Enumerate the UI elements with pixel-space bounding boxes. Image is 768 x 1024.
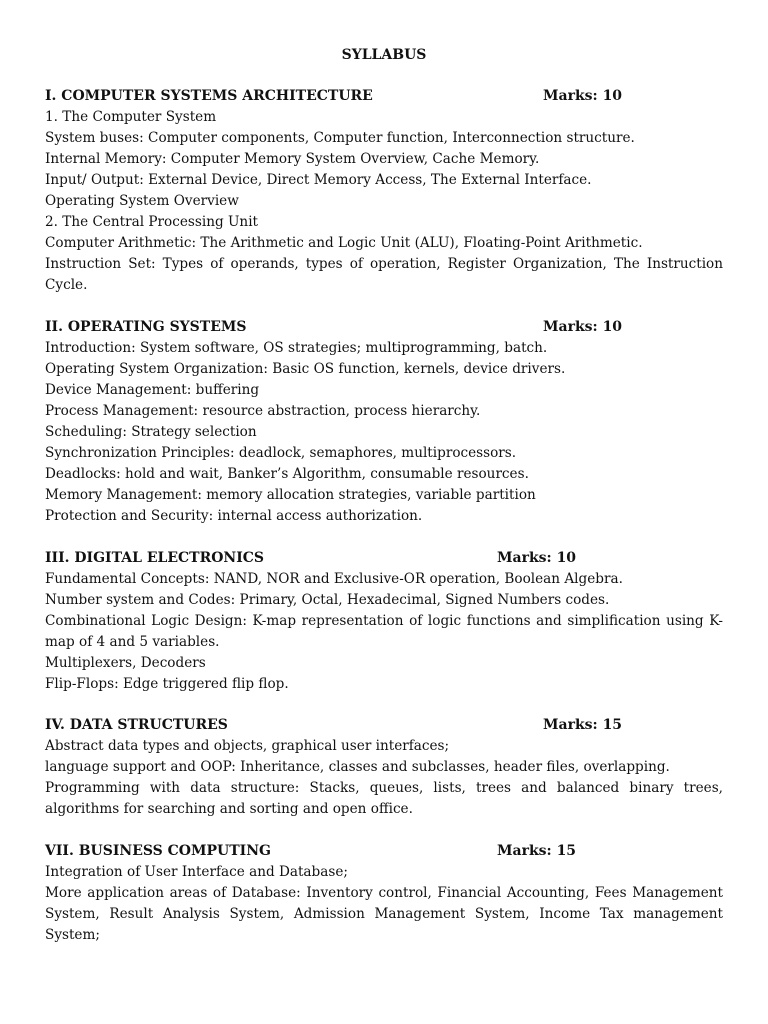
syllabus-line: Memory Management: memory allocation strategies, variable partition bbox=[45, 487, 536, 503]
syllabus-line: Computer Arithmetic: The Arithmetic and Logic Unit (ALU), Floating-Point Arithmetic. bbox=[45, 235, 643, 251]
section-computer-systems-architecture bbox=[45, 86, 723, 296]
section-digital-electronics bbox=[45, 548, 723, 695]
syllabus-paragraph: Instruction Set: Types of operands, types of operation, Register Organization, The Instruction Cycle. bbox=[45, 256, 723, 293]
section-business-computing bbox=[45, 841, 723, 946]
section-heading bbox=[45, 86, 723, 107]
section-marks: Marks: 10 bbox=[543, 319, 623, 335]
section-title: I. COMPUTER SYSTEMS ARCHITECTURE bbox=[45, 88, 373, 104]
syllabus-line: 2. The Central Processing Unit bbox=[45, 214, 258, 230]
syllabus-line: Abstract data types and objects, graphical user interfaces; bbox=[45, 738, 450, 754]
section-title: IV. DATA STRUCTURES bbox=[45, 717, 228, 733]
section-marks: Marks: 10 bbox=[543, 88, 623, 104]
syllabus-line: 1. The Computer System bbox=[45, 109, 217, 125]
syllabus-line: Deadlocks: hold and wait, Banker’s Algorithm, consumable resources. bbox=[45, 466, 529, 482]
section-heading bbox=[45, 317, 723, 338]
syllabus-line: Flip-Flops: Edge triggered flip flop. bbox=[45, 676, 289, 692]
syllabus-line: Operating System Overview bbox=[45, 193, 239, 209]
section-heading bbox=[45, 548, 723, 569]
section-title: III. DIGITAL ELECTRONICS bbox=[45, 550, 264, 566]
syllabus-line: Process Management: resource abstraction, process hierarchy. bbox=[45, 403, 481, 419]
syllabus-line: Device Management: buffering bbox=[45, 382, 260, 398]
syllabus-paragraph: Combinational Logic Design: K-map representation of logic functions and simplification using K-map of 4 and 5 variables. bbox=[45, 613, 723, 650]
section-heading bbox=[45, 715, 723, 736]
section-operating-systems bbox=[45, 317, 723, 527]
section-title: VII. BUSINESS COMPUTING bbox=[45, 843, 271, 859]
section-marks: Marks: 10 bbox=[497, 550, 577, 566]
syllabus-paragraph: More application areas of Database: Inventory control, Financial Accounting, Fees Management System, Result Analysis System, Admission Management System, Income Tax management System; bbox=[45, 885, 723, 943]
syllabus-line: Multiplexers, Decoders bbox=[45, 655, 206, 671]
section-title: II. OPERATING SYSTEMS bbox=[45, 319, 247, 335]
syllabus-line: Integration of User Interface and Database; bbox=[45, 864, 348, 880]
section-marks: Marks: 15 bbox=[497, 843, 577, 859]
syllabus-line: language support and OOP: Inheritance, classes and subclasses, header files, overlapping. bbox=[45, 759, 670, 775]
syllabus-paragraph: Programming with data structure: Stacks, queues, lists, trees and balanced binary trees, algorithms for searching and sorting and open office. bbox=[45, 780, 723, 817]
syllabus-line: Protection and Security: internal access authorization. bbox=[45, 508, 423, 524]
syllabus-line: System buses: Computer components, Computer function, Interconnection structure. bbox=[45, 130, 635, 146]
section-heading bbox=[45, 841, 723, 862]
section-marks: Marks: 15 bbox=[543, 717, 623, 733]
page-title: SYLLABUS bbox=[341, 47, 427, 63]
syllabus-line: Introduction: System software, OS strategies; multiprogramming, batch. bbox=[45, 340, 548, 356]
syllabus-line: Number system and Codes: Primary, Octal, Hexadecimal, Signed Numbers codes. bbox=[45, 592, 610, 608]
syllabus-line: Scheduling: Strategy selection bbox=[45, 424, 257, 440]
section-data-structures bbox=[45, 715, 723, 820]
syllabus-line: Internal Memory: Computer Memory System Overview, Cache Memory. bbox=[45, 151, 540, 167]
syllabus-line: Synchronization Principles: deadlock, semaphores, multiprocessors. bbox=[45, 445, 517, 461]
syllabus-line: Input/ Output: External Device, Direct Memory Access, The External Interface. bbox=[45, 172, 592, 188]
syllabus-line: Fundamental Concepts: NAND, NOR and Exclusive-OR operation, Boolean Algebra. bbox=[45, 571, 623, 587]
syllabus-line: Operating System Organization: Basic OS function, kernels, device drivers. bbox=[45, 361, 566, 377]
